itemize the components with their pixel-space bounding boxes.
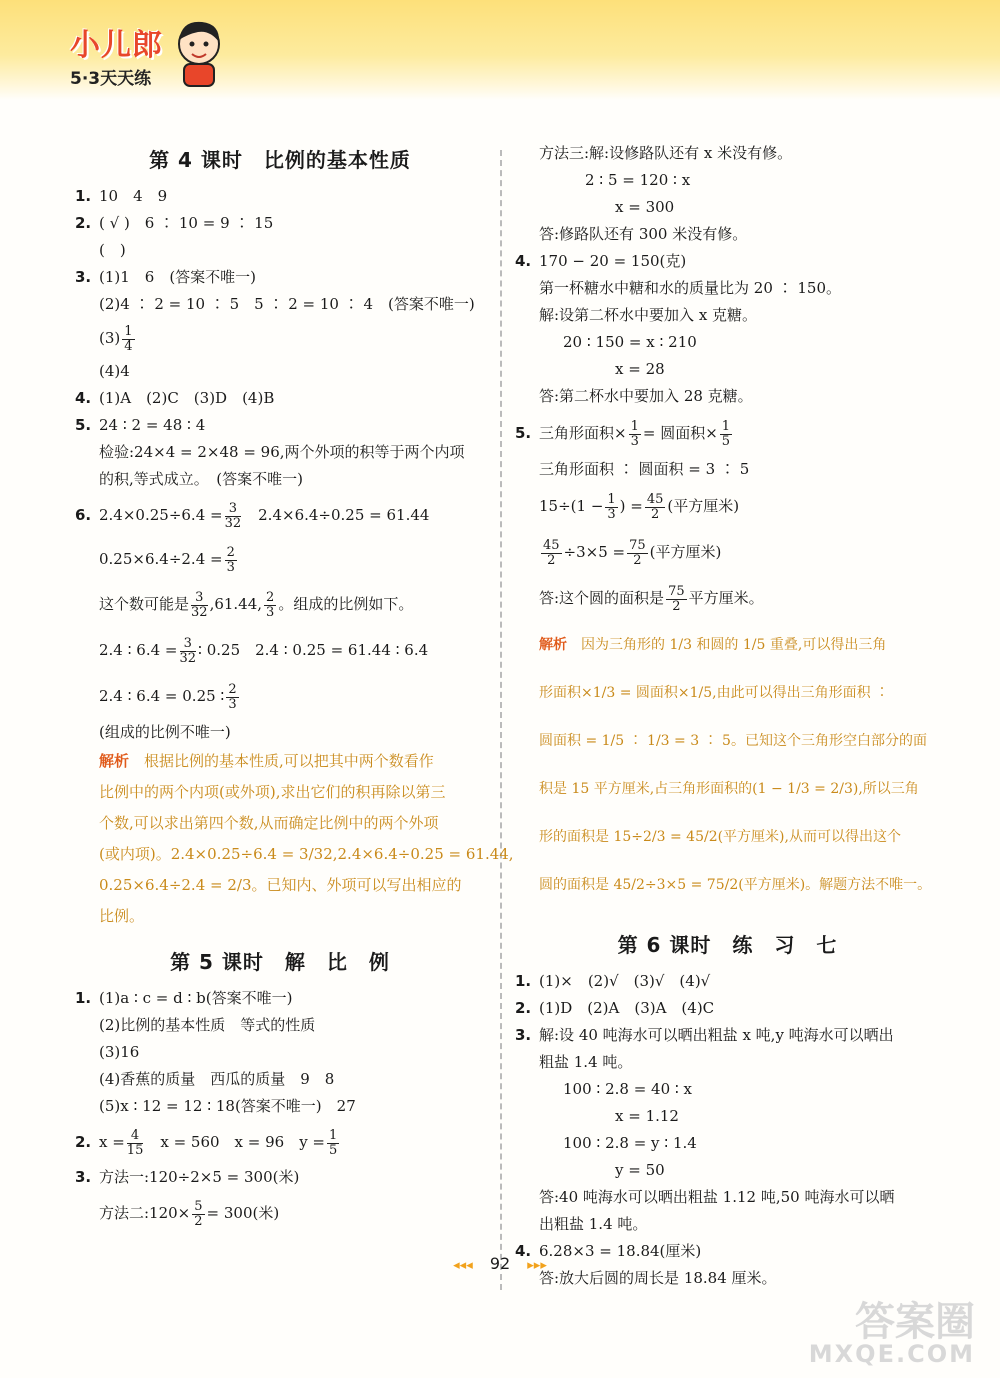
answer-text: 答:这个圆的面积是 — [539, 589, 665, 607]
analysis-line: 个数,可以求出第四个数,从而确定比例中的两个外项 — [99, 814, 439, 832]
denominator: 2 — [651, 506, 660, 522]
answer-text: x = — [99, 1133, 125, 1151]
logo-subtitle: 5·3天天练 — [70, 69, 152, 89]
analysis-line — [75, 746, 485, 777]
numerator: 3 — [191, 591, 208, 606]
answer-line: 2 ∶ 5 = 120 ∶ x — [585, 171, 691, 189]
answer-line: (1)a ∶ c = d ∶ b(答案不唯一) — [99, 989, 293, 1007]
analysis-text: 因为三角形的 1/3 和圆的 1/5 重叠,可以得出三角 — [581, 637, 887, 653]
analysis-tag: 解析 — [99, 752, 130, 770]
fraction — [720, 420, 732, 449]
analysis-line: 积是 15 平方厘米,占三角形面积的(1 − 1/3 = 2/3),所以三角 — [539, 781, 919, 797]
answer-text: 平方厘米。 — [688, 589, 764, 607]
answer-line: 10 4 9 — [99, 187, 168, 205]
answer-line: (1)1 6 (答案不唯一) — [99, 268, 257, 286]
answer-text: 。组成的比例如下。 — [278, 595, 414, 613]
answer-line: 100 ∶ 2.8 = 40 ∶ x — [563, 1080, 693, 1098]
answer-line: x = 28 — [615, 360, 665, 378]
q-num: 5. — [515, 424, 532, 442]
answer-line: 答:修路队还有 300 米没有修。 — [539, 225, 748, 243]
fraction — [629, 420, 641, 449]
answer-line: 出粗盐 1.4 吨。 — [539, 1215, 648, 1233]
q-num: 4. — [515, 1242, 532, 1260]
numerator: 2 — [266, 589, 275, 605]
denominator: 5 — [721, 433, 731, 449]
answer-line: 方法一:120÷2×5 = 300(米) — [99, 1168, 300, 1186]
fraction — [122, 325, 134, 354]
section-title-5: 第 5 课时 解 比 例 — [170, 950, 390, 974]
logo-title: 小儿郎 — [70, 28, 163, 63]
numerator: 75 — [668, 583, 685, 599]
answer-line: 24 ∶ 2 = 48 ∶ 4 — [99, 416, 206, 434]
answer-line — [515, 410, 940, 456]
analysis-line: 比例。 — [99, 907, 145, 925]
answer-line: x = 1.12 — [615, 1107, 679, 1125]
answer-line: (4)4 — [99, 362, 130, 380]
denominator: 5 — [329, 1142, 338, 1158]
answer-line: 答:40 吨海水可以晒出粗盐 1.12 吨,50 吨海水可以晒 — [539, 1188, 895, 1206]
answer-line: 的积,等式成立。 (答案不唯一) — [99, 470, 303, 488]
analysis-line: (或内项)。2.4×0.25÷6.4 = 3/32,2.4×6.4÷0.25 = 61.44, — [99, 845, 514, 863]
fraction — [666, 585, 687, 614]
numerator: 75 — [629, 537, 646, 553]
answer-line: x = 300 — [615, 198, 675, 216]
answer-line: (1)× (2)√ (3)√ (4)√ — [539, 972, 711, 990]
fraction — [127, 1129, 144, 1158]
answer-text: ∶ 0.25 2.4 ∶ 0.25 = 61.44 ∶ 6.4 — [198, 641, 429, 659]
column-divider — [500, 150, 502, 1290]
numerator: 2 — [226, 544, 235, 560]
answer-line: ( ) — [99, 241, 126, 259]
right-column — [515, 140, 940, 1292]
answer-text: (3) — [99, 329, 121, 347]
answer-line — [75, 673, 485, 719]
denominator: 3 — [266, 604, 275, 620]
fraction — [225, 546, 237, 575]
answer-line — [75, 627, 485, 673]
denominator: 32 — [191, 604, 208, 620]
analysis-line: 圆面积 = 1/5 ∶ 1/3 = 3 ∶ 5。已知这个三角形空白部分的面 — [539, 733, 927, 749]
answer-text: 0.25×6.4÷2.4 = — [99, 550, 223, 568]
section-title-6: 第 6 课时 练 习 七 — [617, 933, 838, 957]
answer-text: 2.4 ∶ 6.4 = 0.25 ∶ — [99, 687, 225, 705]
answer-line: 检验:24×4 = 2×48 = 96,两个外项的积等于两个内项 — [99, 443, 465, 461]
numerator: 45 — [646, 491, 664, 507]
answer-line: 第一杯糖水中糖和水的质量比为 20 ∶ 150。 — [539, 279, 842, 297]
denominator: 2 — [633, 552, 642, 568]
arrow-right-icon: ▸▸▸ — [527, 1258, 547, 1273]
answer-text: 2.4×6.4÷0.25 = 61.44 — [243, 506, 430, 524]
analysis-block — [515, 621, 940, 909]
fraction — [327, 1129, 339, 1158]
analysis-line: 形的面积是 15÷2/3 = 45/2(平方厘米),从而可以得出这个 — [539, 829, 901, 845]
denominator: 2 — [672, 598, 681, 614]
q-num: 4. — [515, 252, 532, 270]
answer-text: = 圆面积× — [642, 424, 718, 442]
fraction — [264, 591, 276, 620]
q-num: 3. — [75, 1168, 92, 1186]
answer-line: 170 − 20 = 150(克) — [539, 252, 687, 270]
q-num: 4. — [75, 389, 92, 407]
fraction — [180, 637, 197, 666]
answer-line: (3)16 — [99, 1043, 140, 1061]
q-num: 1. — [75, 187, 92, 205]
numerator: 1 — [607, 491, 616, 507]
fraction — [605, 493, 617, 522]
answer-line: 解:设第二杯水中要加入 x 克糖。 — [539, 306, 758, 324]
fraction — [191, 591, 208, 620]
answer-line — [515, 529, 940, 575]
answer-text: (平方厘米) — [667, 497, 740, 515]
answer-line: ( √ ) 6 ∶ 10 = 9 ∶ 15 — [99, 214, 274, 232]
denominator: 32 — [224, 515, 242, 531]
watermark-logo: 答案圈 — [855, 1299, 975, 1345]
numerator: 2 — [228, 681, 237, 697]
answer-text: ,61.44, — [209, 595, 263, 613]
analysis-line: 形面积×1/3 = 圆面积×1/5,由此可以得出三角形面积 ∶ — [539, 685, 890, 701]
denominator: 32 — [179, 650, 197, 666]
answer-text: 方法二:120× — [99, 1204, 191, 1222]
answer-text: 2.4×0.25÷6.4 = — [99, 506, 223, 524]
fraction — [226, 683, 238, 712]
analysis-tag: 解析 — [539, 637, 567, 653]
answer-line: (5)x ∶ 12 = 12 ∶ 18(答案不唯一) 27 — [99, 1097, 356, 1115]
answer-line: 方法三:解:设修路队还有 x 米没有修。 — [539, 144, 793, 162]
answer-line: 解:设 40 吨海水可以晒出粗盐 x 吨,y 吨海水可以晒出 — [539, 1026, 894, 1044]
answer-line: 答:放大后圆的周长是 18.84 厘米。 — [539, 1269, 777, 1287]
page-number-text: 92 — [489, 1254, 511, 1273]
q-num: 5. — [75, 416, 92, 434]
fraction — [645, 493, 666, 522]
numerator: 1 — [721, 418, 731, 434]
answer-line: (2)比例的基本性质 等式的性质 — [99, 1016, 316, 1034]
q-num: 1. — [75, 989, 92, 1007]
answer-line: 答:第二杯水中要加入 28 克糖。 — [539, 387, 753, 405]
answer-text: ) = — [619, 497, 643, 515]
q-num: 3. — [75, 268, 92, 286]
answer-line: 粗盐 1.4 吨。 — [539, 1053, 633, 1071]
left-column — [75, 140, 514, 1235]
answer-line — [75, 581, 485, 627]
answer-text: x = 560 x = 96 y = — [145, 1133, 325, 1151]
denominator: 3 — [607, 506, 616, 522]
answer-line: 6.28×3 = 18.84(厘米) — [539, 1242, 702, 1260]
analysis-line — [515, 621, 940, 669]
page-number — [0, 1254, 1000, 1273]
q-num: 2. — [515, 999, 532, 1017]
answer-line: 100 ∶ 2.8 = y ∶ 1.4 — [563, 1134, 697, 1152]
answer-line — [75, 1191, 485, 1235]
q-num: 3. — [515, 1026, 532, 1044]
answer-text: 2.4 ∶ 6.4 = — [99, 641, 178, 659]
denominator: 2 — [194, 1213, 203, 1229]
answer-text: 三角形面积× — [539, 424, 627, 442]
answer-line: 三角形面积 ∶ 圆面积 = 3 ∶ 5 — [539, 460, 750, 478]
answer-line — [75, 318, 485, 358]
answer-text: ÷3×5 = — [563, 543, 626, 561]
answer-line: y = 50 — [615, 1161, 665, 1179]
mascot-icon — [170, 16, 228, 88]
answer-line: (组成的比例不唯一) — [99, 723, 231, 741]
analysis-line: 0.25×6.4÷2.4 = 2/3。已知内、外项可以写出相应的 — [99, 876, 462, 894]
analysis-block — [75, 746, 514, 932]
answer-line: (1)D (2)A (3)A (4)C — [539, 999, 715, 1017]
fraction — [541, 539, 562, 568]
denominator: 2 — [547, 552, 556, 568]
answer-line — [75, 537, 485, 581]
answer-line: 20 ∶ 150 = x ∶ 210 — [563, 333, 697, 351]
section-title-4: 第 4 课时 比例的基本性质 — [149, 148, 411, 172]
answer-line — [515, 575, 940, 621]
q-num: 6. — [75, 506, 92, 524]
numerator: 1 — [124, 323, 133, 339]
numerator: 3 — [225, 502, 242, 517]
denominator: 3 — [226, 559, 235, 575]
numerator: 45 — [543, 537, 560, 553]
watermark-url: MXQE.COM — [808, 1340, 975, 1368]
fraction — [225, 502, 242, 531]
answer-text: 这个数可能是 — [99, 595, 190, 613]
answer-text: = 300(米) — [206, 1204, 280, 1222]
denominator: 15 — [126, 1142, 144, 1158]
answer-line — [75, 1120, 485, 1164]
analysis-line: 圆的面积是 45/2÷3×5 = 75/2(平方厘米)。解题方法不唯一。 — [539, 877, 932, 893]
answer-line — [515, 483, 940, 529]
q-num: 1. — [515, 972, 532, 990]
fraction — [627, 539, 648, 568]
analysis-line: 比例中的两个内项(或外项),求出它们的积再除以第三 — [99, 783, 446, 801]
denominator: 3 — [228, 696, 237, 712]
denominator: 3 — [630, 433, 639, 449]
numerator: 1 — [329, 1127, 338, 1143]
answer-text: 15÷(1 − — [539, 497, 604, 515]
brand-logo — [70, 20, 163, 89]
answer-line: (2)4 ∶ 2 = 10 ∶ 5 5 ∶ 2 = 10 ∶ 4 (答案不唯一) — [99, 295, 475, 313]
q-num: 2. — [75, 214, 92, 232]
analysis-text: 根据比例的基本性质,可以把其中两个数看作 — [144, 752, 434, 770]
arrow-left-icon: ◂◂◂ — [453, 1258, 473, 1273]
answer-line: (4)香蕉的质量 西瓜的质量 9 8 — [99, 1070, 335, 1088]
denominator: 4 — [124, 338, 133, 354]
numerator: 3 — [180, 637, 197, 652]
answer-line: (1)A (2)C (3)D (4)B — [99, 389, 275, 407]
numerator: 4 — [127, 1129, 144, 1144]
answer-line — [75, 493, 485, 537]
numerator: 1 — [630, 418, 639, 434]
numerator: 5 — [194, 1198, 203, 1214]
answer-text: (平方厘米) — [649, 543, 722, 561]
q-num: 2. — [75, 1133, 92, 1151]
fraction — [192, 1200, 204, 1229]
